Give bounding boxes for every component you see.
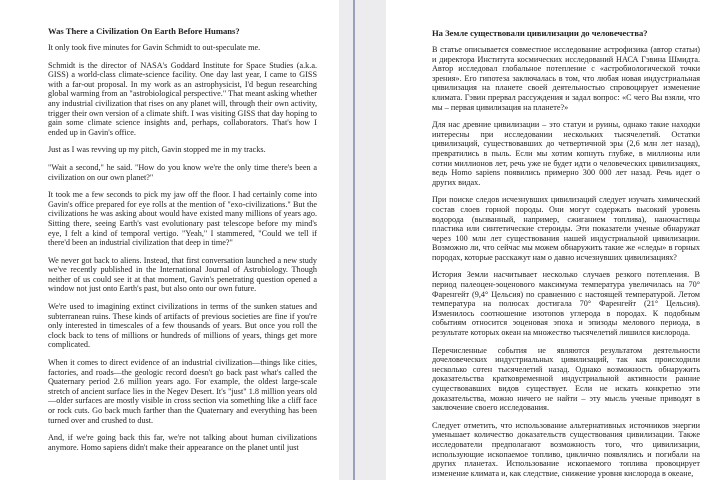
workspace-gap [339,0,386,480]
paragraph: "Wait a second," he said. "How do you know we're the only time there's been a civilization on our own planet?" [48,162,317,182]
paragraph: При поиске следов исчезнувших цивилизаций следует изучать химический состав слоев горной породы. Они могут содержать высокий уровень водорода (вызванный, например, сжиганием топлива), наночастицы пластика или синтетические стероиды. Эти показатели ученые обнаружат через 100 млн лет существования нашей индустриальной цивилизации. Возможно ли, что сейчас мы можем обнаружить такие же «следы» в горных породах, которые расскажут нам о давно исчезнувших цивилизациях? [432,195,700,262]
paragraph: Just as I was revving up my pitch, Gavin stopped me in my tracks. [48,145,266,155]
split-divider[interactable] [353,0,355,480]
paragraph: And, if we're going back this far, we're not talking about human civilizations anymore. Homo sapiens didn't make their appearance on the planet until just [48,433,317,452]
page-title: На Земле существовали цивилизации до человечества? [432,28,648,38]
paragraph: Перечисленные события не являются результатом деятельности дочеловеческих индустриальных цивилизаций, так как происходили несколько сотен тысячелетий назад. Однако возможность обнаружить доказательства кратковременной индустриальной активности ранние существовавших видов существует. Если не искать конкретно эти доказательства, можно ничего не найти – эту мысль ученые приводят в заключение своего исследования. [432,345,700,413]
page-title: Was There a Civilization On Earth Before Humans? [48,26,240,36]
paragraph: История Земли насчитывает несколько случаев резкого потепления. В период палеоцен-эоценового максимума температура увеличилась на 70° Фаренгейт (9,4° Цельсия) по сравнению с настоящей температурой. Летом температура на полюсах достигала 70° Фаренгейт (21° Цельсия). Изменилось соотношение изотопов углерода в породах. К подобным событиям относится эоценовая эпоха и эпизоды мелового периода, в результате которых океан на множество тысячелетий лишился кислорода. [432,270,700,338]
paragraph: Schmidt is the director of NASA's Goddard Institute for Space Studies (a.k.a. GISS) a world-class climate-science facility. One day last year, I came to GISS with a far-out proposal. In my work as an astrophysicist, I'd begun researching global warming from an "astrobiological perspective." That meant asking whether any industrial civilization that rises on any planet will, through their own activity, trigger their own version of a climate shift. I was visiting GISS that day hoping to gain some climate science insights and, perhaps, collaborators. That's how I ended up in Gavin's office. [48,60,317,137]
paragraph: It took me a few seconds to pick my jaw off the floor. I had certainly come into Gavin's office prepared for eye rolls at the mention of "exo-civilizations." But the civilizations he was asking about would have existed many millions of years ago. Sitting there, seeing Earth's vast evolutionary past telescope before my mind's eye, I felt a kind of temporal vertigo. "Yeah," I stammered, "Could we tell if there'd been an industrial civilization that deep in time?" [48,190,317,248]
paragraph: В статье описывается совместное исследование астрофизика (автор статьи) и директора Института космических исследований НАСА Гэвина Шмидта. Автор исследовал глобальное потепление с «астробиологической точки зрения». Его гипотеза заключалась в том, что любая новая индустриальная цивилизация на планете своей деятельностью спровоцирует изменение климата. Гэвин прервал рассуждения и задал вопрос: «С чего Вы взяли, что мы – первая цивилизация на планете?» [432,45,700,112]
paragraph: It only took five minutes for Gavin Schmidt to out-speculate me. [48,43,261,52]
paragraph: Для нас древние цивилизации – это статуи и руины, однако такие находки интересны при исследовании нескольких тысячелетий. Остатки цивилизаций, существовавших до четвертичной эры (2,6 млн лет назад), превратились в пыль. Если мы хотим копнуть глубже, в миллионы или сотни миллионов лет, речь уже не будет идти о человеческих цивилизациях, ведь Homo sapiens появились примерно 300 000 лет назад. Речь идет о других видах. [432,120,700,187]
paragraph: We never got back to aliens. Instead, that first conversation launched a new study we've recently published in the International Journal of Astrobiology. Though neither of us could see it at that moment, Gavin's penetrating question opened a window not just onto Earth's past, but also onto our own future. [48,255,317,294]
paragraph: We're used to imagining extinct civilizations in terms of the sunken statues and subterranean ruins. These kinds of artifacts of previous societies are fine if you're only interested in timescales of a few thousands of years. But once you roll the clock back to tens of millions or hundreds of millions of years, things get more complicated. [48,302,317,350]
paragraph: When it comes to direct evidence of an industrial civilization—things like cities, factories, and roads—the geologic record doesn't go back past what's called the Quaternary period 2.6 million years ago. For example, the oldest large-scale stretch of ancient surface lies in the Negev Desert. It's "just" 1.8 million years old—older surfaces are mostly visible in cross section via something like a cliff face or rock cuts. Go back much farther than the Quaternary and everything has been turned over and crushed to dust. [48,358,317,425]
paragraph: Следует отметить, что использование альтернативных источников энергии уменьшает количество доказательств существования цивилизации. Также исследователи предполагают возможность того, что цивилизации, использующие ископаемое топливо, циклично появлялись и погибали на других планетах. Использование ископаемого топлива провоцирует изменение климата и, как следствие, снижение уровня кислорода в океане, [432,420,700,478]
document-page-russian[interactable] [386,0,720,480]
document-page-english[interactable] [0,0,339,480]
